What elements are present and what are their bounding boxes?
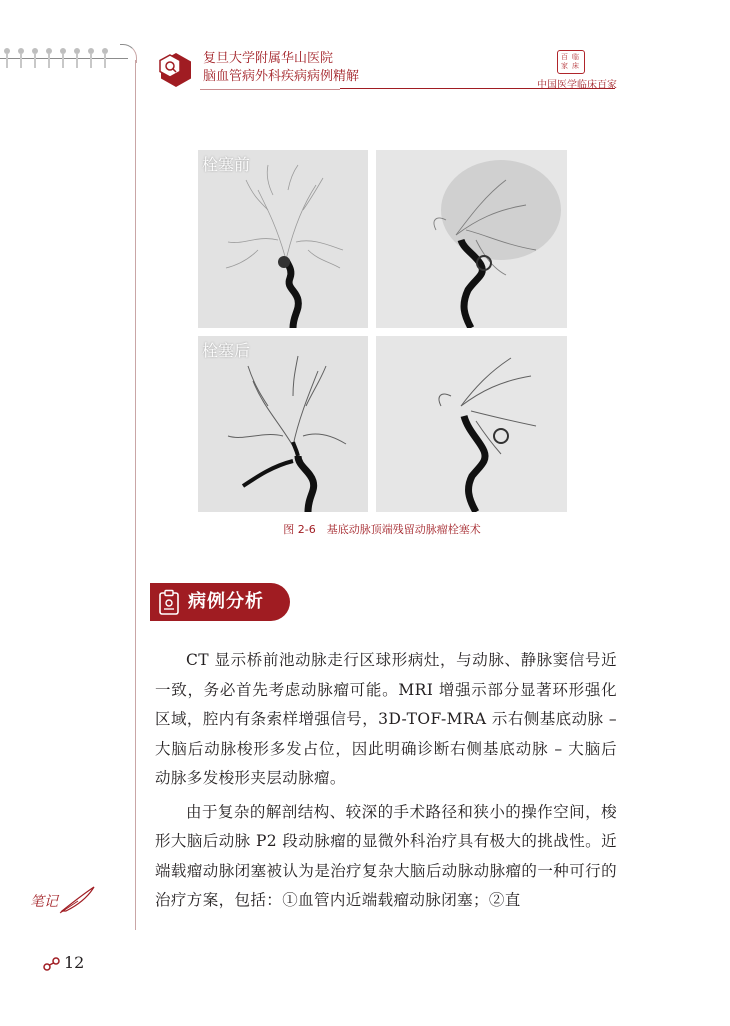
margin-note	[22, 885, 102, 921]
pin-icon	[4, 48, 10, 68]
pin-icon	[88, 48, 94, 68]
clipboard-icon	[158, 589, 180, 615]
quill-icon	[58, 885, 98, 915]
pin-icon	[60, 48, 66, 68]
panel-label: 栓塞后	[202, 341, 251, 360]
margin-note-label: 笔记	[30, 894, 58, 910]
pin-icon	[32, 48, 38, 68]
series-name: 中国医学临床百家	[537, 80, 617, 91]
angiogram-image	[198, 336, 368, 512]
angiogram-image	[198, 150, 368, 328]
chain-icon	[42, 955, 62, 973]
angiogram-image	[376, 336, 567, 512]
header-title-line1: 复旦大学附属华山医院	[203, 51, 334, 66]
section-heading	[150, 583, 290, 621]
body-paragraph: 由于复杂的解剖结构、较深的手术路径和狭小的操作空间，梭形大脑后动脉 P2 段动脉瘤的显微外科治疗具有极大的挑战性。近端载瘤动脉闭塞被认为是治疗复杂大脑后动脉动脉瘤的一种可行的治疗方案，包括：①血管内近端载瘤动脉闭塞；②直	[155, 802, 617, 909]
header-rule-left	[200, 89, 340, 90]
top-pin-rail	[0, 44, 136, 74]
section-title: 病例分析	[188, 591, 264, 612]
body-paragraph: CT 显示桥前池动脉走行区球形病灶，与动脉、静脉窦信号近一致，务必首先考虑动脉瘤可能。MRI 增强示部分显著环形强化区域，腔内有条索样增强信号，3D-TOF-MRA 示右侧基底动脉 – 大脑后动脉梭形多发占位，因此明确诊断右侧基底动脉 – 大脑后动脉多发梭形夹层动脉瘤。	[155, 651, 617, 787]
angiogram-panel-post-lateral	[376, 336, 567, 512]
header-title-line2: 脑血管病外科疾病病例精解	[203, 69, 360, 84]
pin-icon	[46, 48, 52, 68]
angiogram-panel-post-frontal	[198, 336, 368, 512]
series-seal-icon: 百 临 家 床	[557, 50, 585, 74]
pin-icon	[74, 48, 80, 68]
panel-label: 栓塞前	[202, 155, 251, 174]
body-text	[155, 646, 617, 916]
angiogram-panel-pre-frontal	[198, 150, 368, 328]
figure-caption: 图 2-6 基底动脉顶端残留动脉瘤栓塞术	[283, 523, 481, 536]
pin-icon	[18, 48, 24, 68]
margin-line	[135, 60, 136, 930]
page-number: 12	[64, 953, 85, 972]
pin-icon	[102, 48, 108, 68]
angiogram-image	[376, 150, 567, 328]
hospital-logo-icon	[158, 52, 194, 88]
angiogram-panel-pre-lateral	[376, 150, 567, 328]
header-title	[203, 50, 359, 86]
